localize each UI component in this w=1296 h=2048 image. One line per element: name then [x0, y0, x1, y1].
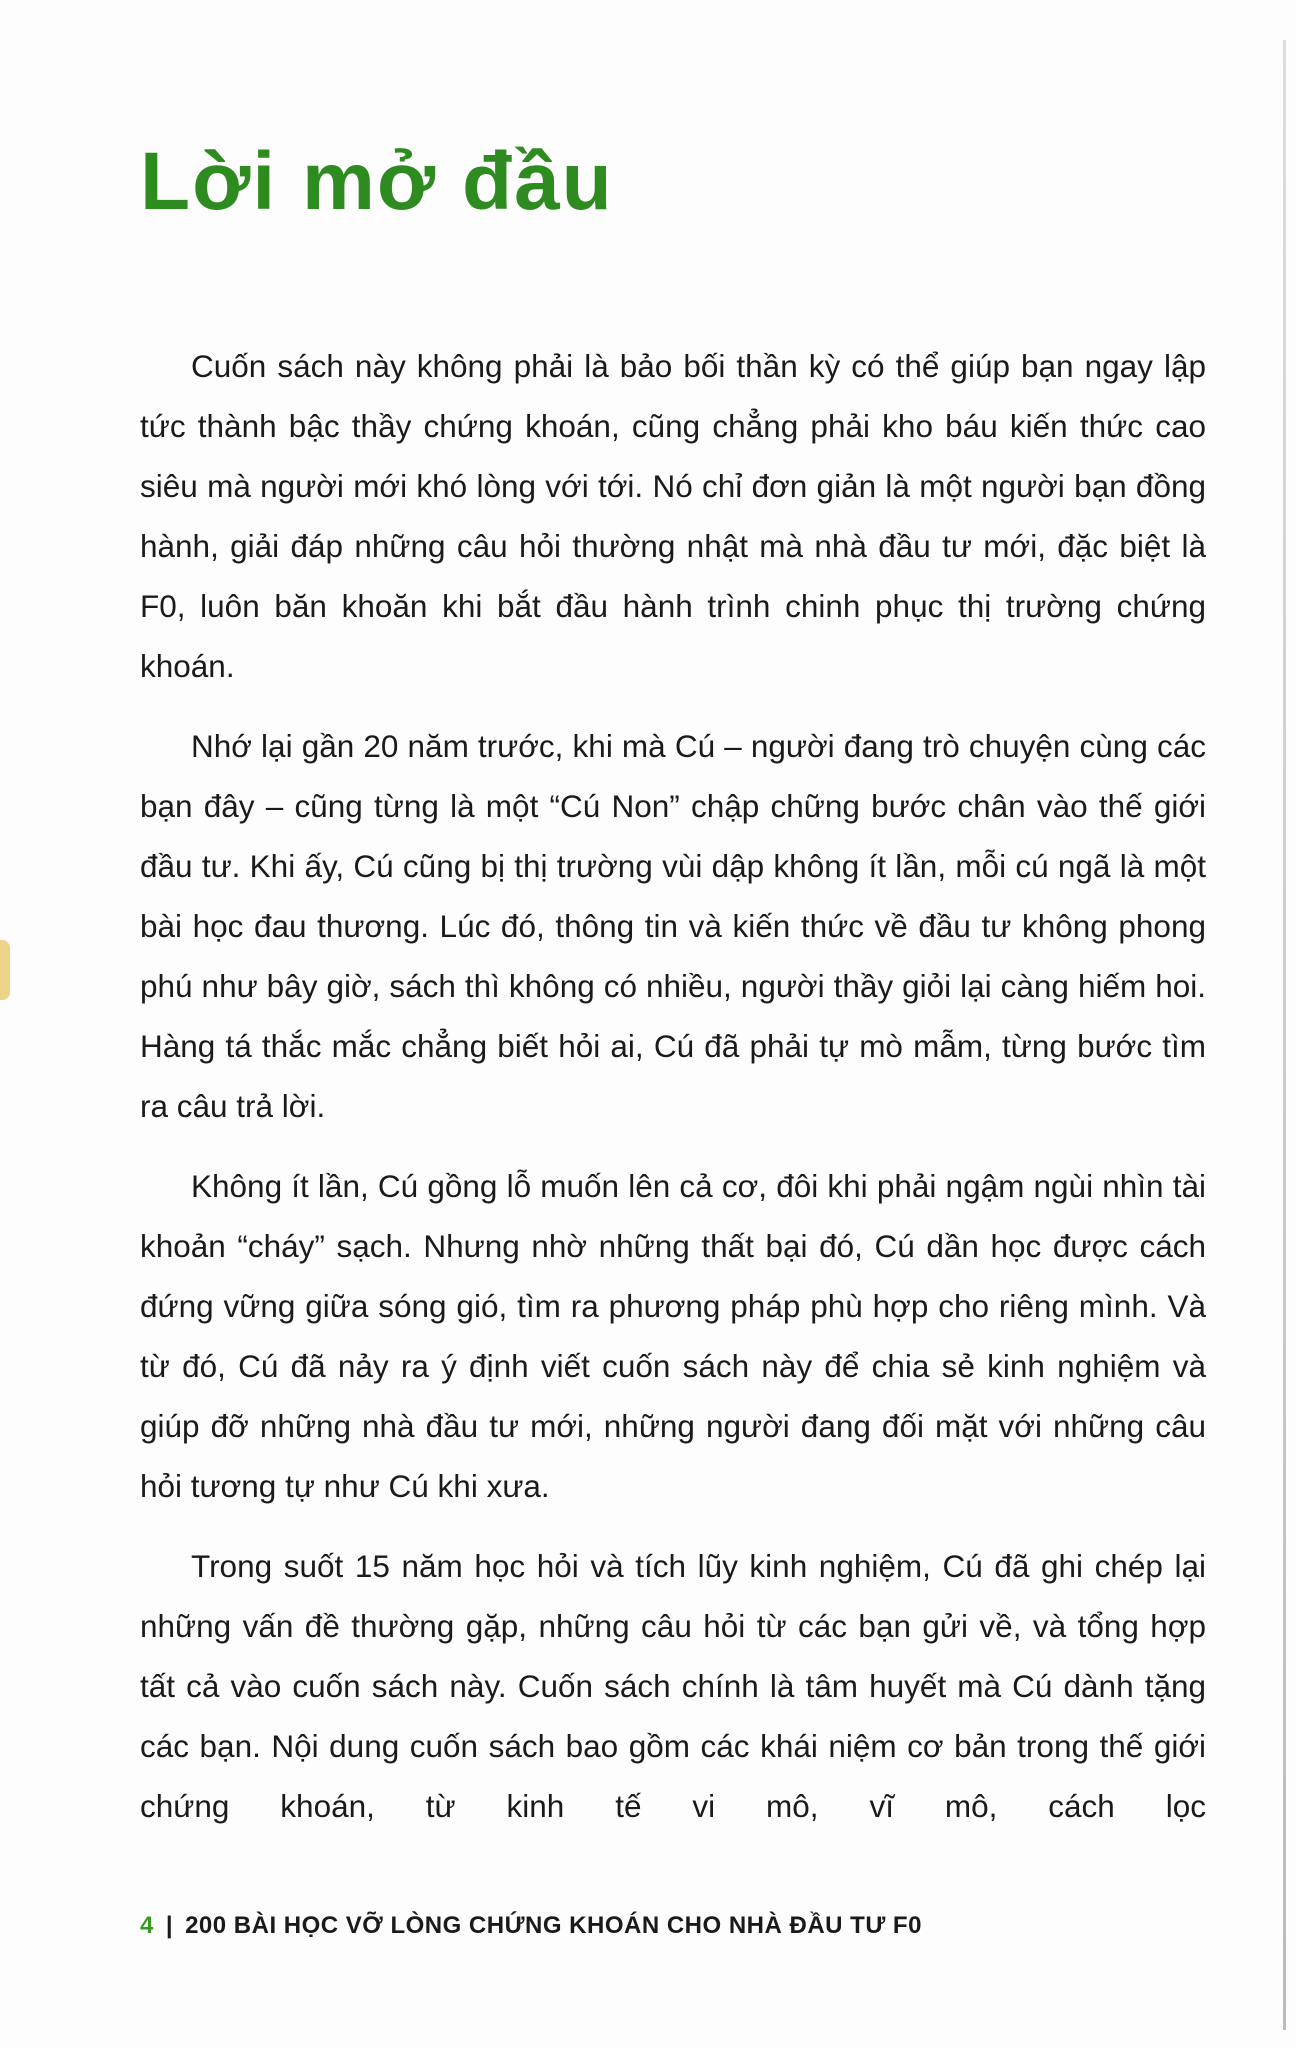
page-number: 4 — [140, 1912, 154, 1939]
footer-separator: | — [165, 1912, 174, 1939]
running-title: 200 BÀI HỌC VỠ LÒNG CHỨNG KHOÁN CHO NHÀ ĐẦU TƯ F0 — [185, 1912, 922, 1939]
page-edge — [1283, 40, 1286, 2030]
paragraph: Không ít lần, Cú gồng lỗ muốn lên cả cơ, đôi khi phải ngậm ngùi nhìn tài khoản “cháy” sạch. Nhưng nhờ những thất bại đó, Cú dần học được cách đứng vững giữa sóng gió, tìm ra phương pháp phù hợp cho riêng mình. Và từ đó, Cú đã nảy ra ý định viết cuốn sách này để chia sẻ kinh nghiệm và giúp đỡ những nhà đầu tư mới, những người đang đối mặt với những câu hỏi tương tự như Cú khi xưa. — [140, 1168, 1206, 1504]
paragraph: Trong suốt 15 năm học hỏi và tích lũy kinh nghiệm, Cú đã ghi chép lại những vấn đề thường gặp, những câu hỏi từ các bạn gửi về, và tổng hợp tất cả vào cuốn sách này. Cuốn sách chính là tâm huyết mà Cú dành tặng các bạn. Nội dung cuốn sách bao gồm các khái niệm cơ bản trong thế giới chứng khoán, từ kinh tế vi mô, vĩ mô, cách lọc — [140, 1548, 1206, 1824]
paragraph: Cuốn sách này không phải là bảo bối thần kỳ có thể giúp bạn ngay lập tức thành bậc thầy chứng khoán, cũng chẳng phải kho báu kiến thức cao siêu mà người mới khó lòng với tới. Nó chỉ đơn giản là một người bạn đồng hành, giải đáp những câu hỏi thường nhật mà nhà đầu tư mới, đặc biệt là F0, luôn băn khoăn khi bắt đầu hành trình chinh phục thị trường chứng khoán. — [140, 348, 1206, 684]
paragraph: Nhớ lại gần 20 năm trước, khi mà Cú – người đang trò chuyện cùng các bạn đây – cũng từng là một “Cú Non” chập chững bước chân vào thế giới đầu tư. Khi ấy, Cú cũng bị thị trường vùi dập không ít lần, mỗi cú ngã là một bài học đau thương. Lúc đó, thông tin và kiến thức về đầu tư không phong phú như bây giờ, sách thì không có nhiều, người thầy giỏi lại càng hiếm hoi. Hàng tá thắc mắc chẳng biết hỏi ai, Cú đã phải tự mò mẫm, từng bước tìm ra câu trả lời. — [140, 728, 1206, 1124]
chapter-title: Lời mở đầu — [140, 136, 614, 227]
page-footer — [140, 1912, 922, 1940]
body-text — [140, 336, 1206, 1856]
page-smudge — [0, 940, 10, 1000]
